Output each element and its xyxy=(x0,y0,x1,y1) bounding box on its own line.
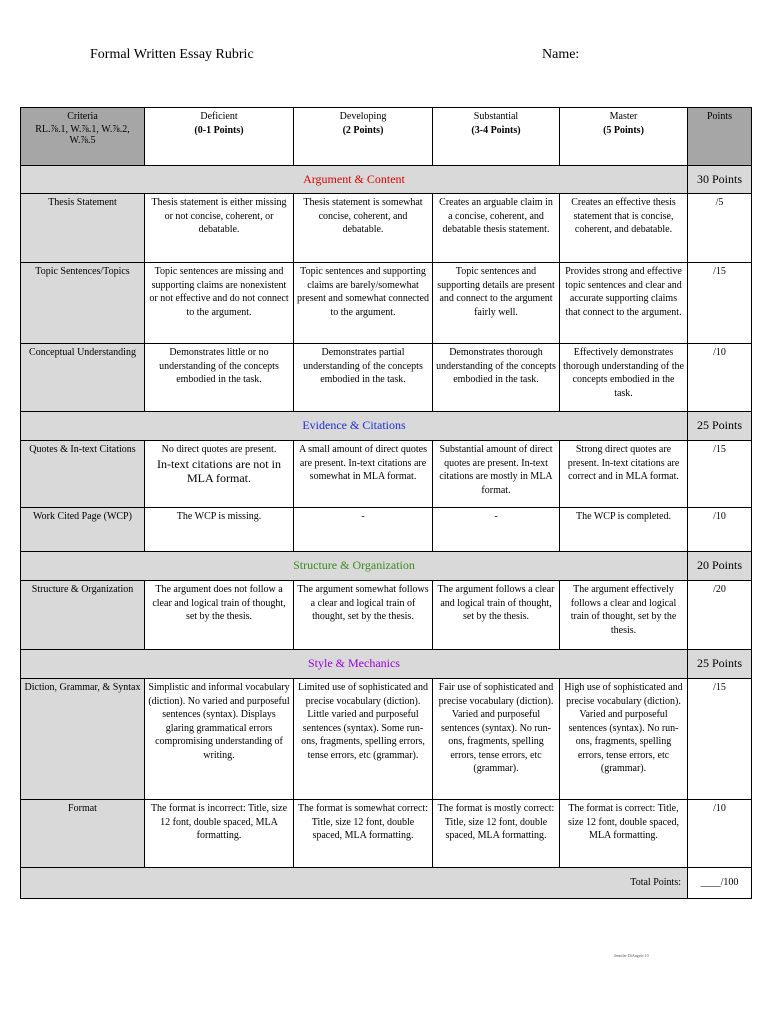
section-row-evidence xyxy=(21,412,752,441)
score-conceptual: /10 xyxy=(688,344,752,412)
name-label: Name: xyxy=(542,47,580,62)
score-topic: /15 xyxy=(688,263,752,344)
substantial-header xyxy=(433,108,560,166)
cell-conceptual-substantial: Demonstrates thorough understanding of the concepts embodied in the task. xyxy=(433,344,560,412)
criterion-structure: Structure & Organization xyxy=(21,581,145,650)
score-wcp: /10 xyxy=(688,508,752,552)
cell-wcp-deficient: The WCP is missing. xyxy=(145,508,294,552)
cell-diction-master: High use of sophisticated and precise vocabulary (diction). Varied and purposeful sentences (syntax). No run-ons, fragments, spelling errors, tense errors, etc (grammar). xyxy=(560,679,688,800)
section-points-structure: 20 Points xyxy=(688,552,752,581)
master-points: (5 Points) xyxy=(603,124,644,136)
cell-structure-developing: The argument somewhat follows a clear and logical train of thought, set by the thesis. xyxy=(294,581,433,650)
criterion-conceptual: Conceptual Understanding xyxy=(21,344,145,412)
cell-conceptual-deficient: Demonstrates little or no understanding of the concepts embodied in the task. xyxy=(145,344,294,412)
cell-format-deficient: The format is incorrect: Title, size 12 font, double spaced, MLA formatting. xyxy=(145,800,294,868)
rubric-table xyxy=(20,107,752,899)
criterion-quotes: Quotes & In-text Citations xyxy=(21,441,145,508)
cell-structure-deficient: The argument does not follow a clear and logical train of thought, set by the thesis. xyxy=(145,581,294,650)
criterion-topic: Topic Sentences/Topics xyxy=(21,263,145,344)
cell-thesis-master: Creates an effective thesis statement that is concise, coherent, and debatable. xyxy=(560,194,688,263)
total-points-value: ____/100 xyxy=(688,868,752,899)
cell-topic-substantial: Topic sentences and supporting details are present and connect to the argument fairly well. xyxy=(433,263,560,344)
document-title: Formal Written Essay Rubric xyxy=(90,47,254,62)
cell-conceptual-developing: Demonstrates partial understanding of the concepts embodied in the task. xyxy=(294,344,433,412)
score-structure: /20 xyxy=(688,581,752,650)
cell-diction-substantial: Fair use of sophisticated and precise vocabulary (diction). Varied and purposeful sentences (syntax). No run-ons, fragments, spelling errors, tense errors, etc (grammar). xyxy=(433,679,560,800)
section-title-evidence: Evidence & Citations xyxy=(21,412,688,441)
section-title-style: Style & Mechanics xyxy=(21,650,688,679)
rubric-row-thesis xyxy=(21,194,752,263)
rubric-header-row xyxy=(21,108,752,166)
section-points-argument: 30 Points xyxy=(688,166,752,194)
master-header xyxy=(560,108,688,166)
deficient-label: Deficient xyxy=(200,111,238,122)
cell-format-developing: The format is somewhat correct: Title, size 12 font, double spaced, MLA formatting. xyxy=(294,800,433,868)
deficient-points: (0-1 Points) xyxy=(194,124,244,136)
footer-mark: Jennifer DiAngelo 10 xyxy=(614,953,649,958)
rubric-row-structure xyxy=(21,581,752,650)
rubric-row-diction xyxy=(21,679,752,800)
section-title-structure: Structure & Organization xyxy=(21,552,688,581)
cell-wcp-developing: - xyxy=(294,508,433,552)
criteria-label: Criteria xyxy=(67,111,98,122)
score-thesis: /5 xyxy=(688,194,752,263)
cell-wcp-substantial: - xyxy=(433,508,560,552)
cell-structure-substantial: The argument follows a clear and logical train of thought, set by the thesis. xyxy=(433,581,560,650)
criterion-wcp: Work Cited Page (WCP) xyxy=(21,508,145,552)
criteria-standards: RL.⅞.1, W.⅞.1, W.⅞.2, W.⅞.5 xyxy=(35,123,130,146)
developing-header xyxy=(294,108,433,166)
total-points-label: Total Points: xyxy=(21,868,688,899)
cell-topic-master: Provides strong and effective topic sentences and clear and accurate supporting claims that connect to the argument. xyxy=(560,263,688,344)
developing-label: Developing xyxy=(339,111,387,122)
substantial-label: Substantial xyxy=(473,111,519,122)
score-quotes: /15 xyxy=(688,441,752,508)
cell-format-master: The format is correct: Title, size 12 font, double spaced, MLA formatting. xyxy=(560,800,688,868)
section-points-evidence: 25 Points xyxy=(688,412,752,441)
criteria-header xyxy=(21,108,145,166)
cell-format-substantial: The format is mostly correct: Title, size 12 font, double spaced, MLA formatting. xyxy=(433,800,560,868)
criterion-diction: Diction, Grammar, & Syntax xyxy=(21,679,145,800)
cell-quotes-deficient xyxy=(145,441,294,508)
cell-quotes-substantial: Substantial amount of direct quotes are present. In-text citations are mostly in MLA format. xyxy=(433,441,560,508)
cell-quotes-developing: A small amount of direct quotes are present. In-text citations are somewhat in MLA format. xyxy=(294,441,433,508)
substantial-points: (3-4 Points) xyxy=(471,124,521,136)
cell-quotes-master: Strong direct quotes are present. In-text citations are correct and in MLA format. xyxy=(560,441,688,508)
section-points-style: 25 Points xyxy=(688,650,752,679)
rubric-row-quotes xyxy=(21,441,752,508)
section-row-style xyxy=(21,650,752,679)
cell-thesis-developing: Thesis statement is somewhat concise, coherent, and debatable. xyxy=(294,194,433,263)
total-row xyxy=(21,868,752,899)
cell-conceptual-master: Effectively demonstrates thorough understanding of the concepts embodied in the task. xyxy=(560,344,688,412)
score-diction: /15 xyxy=(688,679,752,800)
rubric-row-conceptual xyxy=(21,344,752,412)
rubric-row-format xyxy=(21,800,752,868)
developing-points: (2 Points) xyxy=(342,124,384,136)
deficient-header xyxy=(145,108,294,166)
cell-thesis-deficient: Thesis statement is either missing or not concise, coherent, or debatable. xyxy=(145,194,294,263)
rubric-row-topic xyxy=(21,263,752,344)
cell-diction-deficient: Simplistic and informal vocabulary (diction). No varied and purposeful sentences (syntax). Displays glaring grammatical errors compromising understanding of writing. xyxy=(145,679,294,800)
master-label: Master xyxy=(609,111,638,122)
section-title-argument: Argument & Content xyxy=(21,166,688,194)
criterion-thesis: Thesis Statement xyxy=(21,194,145,263)
cell-wcp-master: The WCP is completed. xyxy=(560,508,688,552)
cell-structure-master: The argument effectively follows a clear and logical train of thought, set by the thesis. xyxy=(560,581,688,650)
cell-diction-developing: Limited use of sophisticated and precise vocabulary (diction). Little varied and purposeful sentences (syntax). Some run-ons, fragments, spelling errors, tense errors, etc (grammar). xyxy=(294,679,433,800)
score-format: /10 xyxy=(688,800,752,868)
cell-thesis-substantial: Creates an arguable claim in a concise, coherent, and debatable thesis statement. xyxy=(433,194,560,263)
section-row-structure xyxy=(21,552,752,581)
points-header: Points xyxy=(688,108,752,166)
quotes-deficient-line-b: In-text citations are not in MLA format. xyxy=(157,456,281,485)
cell-topic-deficient: Topic sentences are missing and supporting claims are nonexistent or not effective and do not connect to the argument. xyxy=(145,263,294,344)
section-row-argument xyxy=(21,166,752,194)
rubric-row-wcp xyxy=(21,508,752,552)
cell-topic-developing: Topic sentences and supporting claims are barely/somewhat present and somewhat connected to the argument. xyxy=(294,263,433,344)
quotes-deficient-line-a: No direct quotes are present. xyxy=(161,444,277,455)
criterion-format: Format xyxy=(21,800,145,868)
